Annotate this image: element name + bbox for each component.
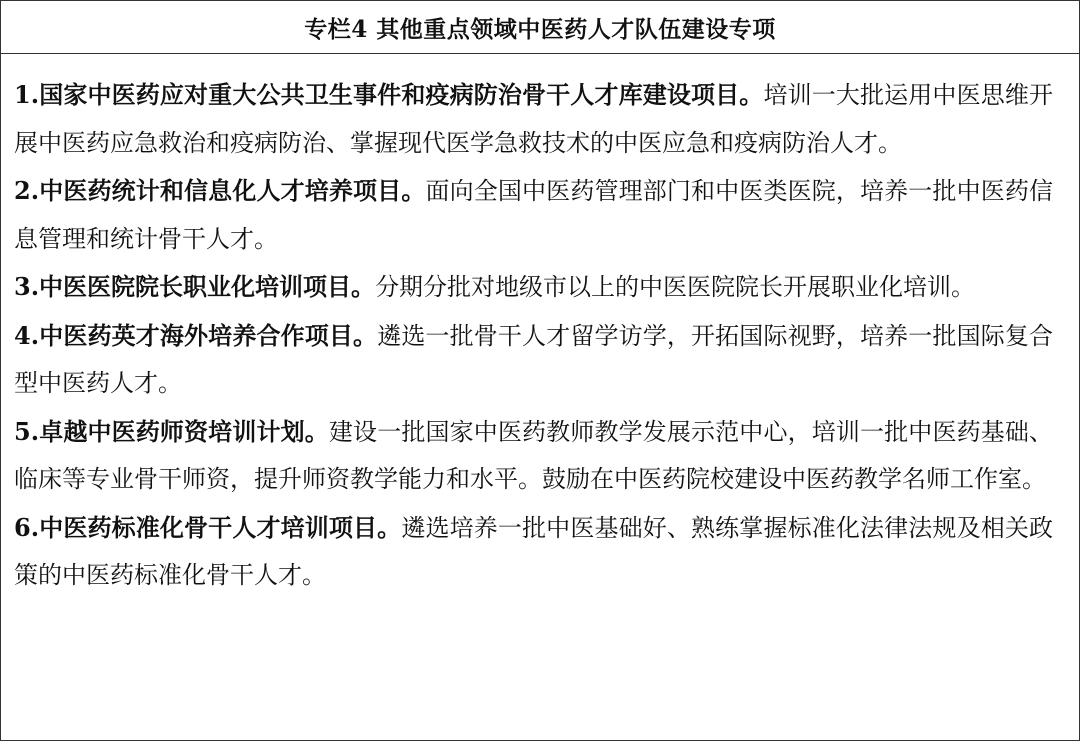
item-text: 建设一批国家中医药教师教学发展示范中心，培训一批中医药基础、临床等专业骨干师资，提升师资教学能力和水平。鼓励在中医药院校建设中医药教学名师工作室。 [14, 417, 1054, 493]
item-heading: 2.中医药统计和信息化人才培养项目。 [14, 176, 426, 205]
item-text: 培训一大批运用中医思维开展中医药应急救治和疫病防治、掌握现代医学急救技术的中医应急和疫病防治人才。 [14, 81, 1053, 157]
item-heading: 5.卓越中医药师资培训计划。 [14, 416, 329, 446]
item-text: 遴选培养一批中医基础好、熟练掌握标准化法律法规及相关政策的中医药标准化骨干人才。 [14, 513, 1054, 589]
item-text: 面向全国中医药管理部门和中医类医院，培养一批中医药信息管理和统计骨干人才。 [14, 177, 1054, 253]
item-heading: 4.中医药英才海外培养合作项目。 [14, 320, 378, 350]
list-item-1 [14, 71, 1053, 167]
item-text: 分期分批对地级市以上的中医医院院长开展职业化培训。 [375, 273, 976, 301]
list-item-6 [14, 504, 1053, 600]
table-title: 专栏4 其他重点领域中医药人才队伍建设专项 [1, 1, 1079, 54]
item-heading: 3.中医医院院长职业化培训项目。 [14, 272, 376, 301]
item-heading: 6.中医药标准化骨干人才培训项目。 [14, 512, 402, 542]
list-item-3 [14, 263, 1053, 312]
table-content [1, 54, 1079, 600]
list-item-4 [14, 312, 1053, 408]
item-heading: 1.国家中医药应对重大公共卫生事件和疫病防治骨干人才库建设项目。 [14, 80, 764, 109]
list-item-2 [14, 167, 1053, 263]
item-text: 遴选一批骨干人才留学访学，开拓国际视野，培养一批国际复合型中医药人才。 [14, 321, 1054, 397]
list-item-5 [14, 408, 1053, 504]
